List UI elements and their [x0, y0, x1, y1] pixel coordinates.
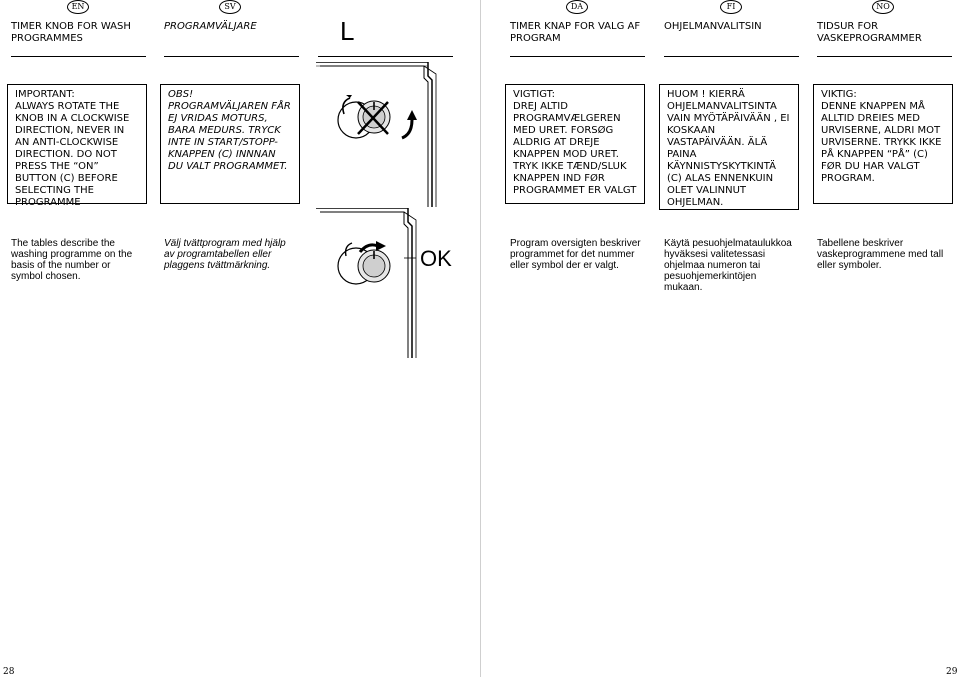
- title-rule-sv: [164, 56, 299, 57]
- description-no: Tabellene beskriver vaskeprogrammene med tall eller symboler.: [817, 238, 944, 271]
- warning-box-fi: [659, 84, 799, 210]
- page-divider: [480, 0, 481, 677]
- ok-label: OK: [420, 246, 452, 271]
- column-title-fi: OHJELMANVALITSIN: [664, 21, 762, 32]
- page-number-right: 29: [946, 667, 958, 677]
- title-rule-fi: [664, 56, 799, 57]
- title-rule-no: [817, 56, 952, 57]
- language-badge-en: EN: [67, 0, 89, 14]
- rotation-arrow: [402, 120, 412, 138]
- figure-label: L: [340, 16, 355, 46]
- warning-box-da: [505, 84, 645, 204]
- warning-box-no: [813, 84, 953, 204]
- warning-box-en: [7, 84, 147, 208]
- warning-text-da: VIGTIGT: DREJ ALTID PROGRAMVÆLGEREN MED URET. FORSØG ALDRIG AT DREJE KNAPPEN MOD URET. TRYK IKKE TÆND/SLUK KNAPPEN IND FØR PROGRAMMET ER VALGT: [513, 89, 637, 196]
- language-badge-sv: SV: [219, 0, 241, 14]
- language-badge-da: DA: [566, 0, 588, 14]
- column-title-sv: PROGRAMVÄLJARE: [164, 21, 257, 32]
- description-fi: Käytä pesuohjelmataulukkoa hyväksesi valitetessasi ohjelmaa numeron tai pesuohjemerkintöjen mukaan.: [664, 238, 792, 293]
- title-rule-en: [11, 56, 146, 57]
- knob-clockwise-ok-illustration: [316, 208, 456, 358]
- page-number-left: 28: [3, 667, 15, 677]
- language-badge-fi: FI: [720, 0, 742, 14]
- language-badge-no: NO: [872, 0, 894, 14]
- description-da: Program oversigten beskriver programmet for det nummer eller symbol der er valgt.: [510, 238, 641, 271]
- column-title-da: TIMER KNAP FOR VALG AF PROGRAM: [510, 21, 641, 44]
- warning-text-no: VIKTIG: DENNE KNAPPEN MÅ ALLTID DREIES MED URVISERNE, ALDRI MOT URVISERNE. TRYKK IKKE PÅ KNAPPEN “PÅ” (C) FØR DU HAR VALGT PROGRAM.: [821, 89, 942, 184]
- title-rule-figure: [318, 56, 453, 57]
- warning-text-fi: HUOM ! KIERRÄ OHJELMANVALITSINTA VAIN MYÖTÄPÄIVÄÄN , EI KOSKAAN VASTAPÄIVÄÄN. ÄLÄ PAINA KÄYNNISTYSKYTKINTÄ (C) ALAS ENNENKUIN OLET VALINNUT OHJELMAN.: [667, 89, 790, 208]
- warning-text-en: IMPORTANT: ALWAYS ROTATE THE KNOB IN A CLOCKWISE DIRECTION, NEVER IN AN ANTI-CLOCKWISE DIRECTION. DO NOT PRESS THE “ON” BUTTON (C) BEFORE SELECTING THE PROGRAMME: [15, 89, 130, 208]
- description-sv: Välj tvättprogram med hjälp av programtabellen eller plaggens tvättmärkning.: [164, 238, 286, 271]
- column-title-en: TIMER KNOB FOR WASH PROGRAMMES: [11, 21, 131, 44]
- warning-text-sv: OBS! PROGRAMVÄLJAREN FÅR EJ VRIDAS MOTURS, BARA MEDURS. TRYCK INTE IN START/STOPP-KNAPPEN (C) INNNAN DU VALT PROGRAMMET.: [168, 89, 291, 172]
- column-title-no: TIDSUR FOR VASKEPROGRAMMER: [817, 21, 922, 44]
- description-en: The tables describe the washing programme on the basis of the number or symbol chosen.: [11, 238, 133, 282]
- knob-no-anticlockwise-illustration: [316, 62, 454, 207]
- title-rule-da: [510, 56, 645, 57]
- warning-box-sv: [160, 84, 300, 204]
